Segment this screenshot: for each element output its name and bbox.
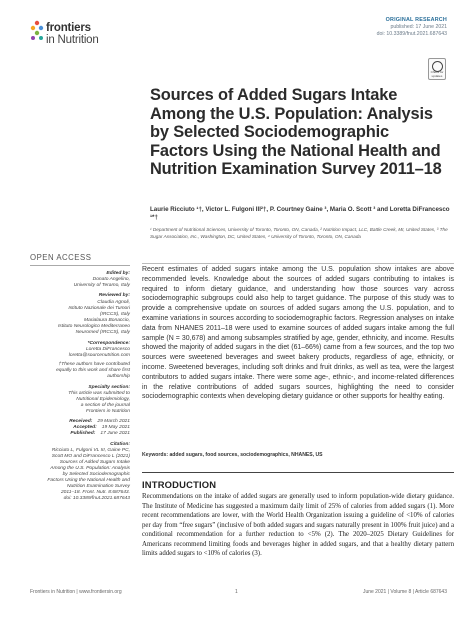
editor-line: Donato Angelino,: [92, 276, 130, 282]
date-value: 17 June 2021: [100, 430, 130, 436]
logo-line1: frontiers: [46, 22, 91, 34]
article-meta: [377, 17, 447, 38]
specialty-heading: Specialty section:: [88, 385, 130, 391]
citation-line: Sources of Added Sugars Intake: [59, 459, 130, 465]
citation-line: Factors Using the National Health and: [47, 478, 130, 484]
affiliations: ¹ Department of Nutritional Sciences, University of Toronto, Toronto, ON, Canada, ² Nutrition Impact, LLC, Battle Creek, MI, United States, ³ The Sugar Association, Inc., Washington, DC, United States, ⁴ University of Toronto, Toronto, ON, Canada: [150, 227, 448, 240]
specialty-line: This article was submitted to: [68, 391, 130, 397]
citation-line: 2011–18. Front. Nutr. 8:687643.: [60, 490, 130, 496]
keywords: Keywords: added sugars, food sources, sociodemographics, NHANES, US: [142, 452, 323, 458]
frontiers-logo-icon: [30, 20, 44, 42]
journal-logo: [30, 18, 130, 48]
abstract-divider-top: [142, 263, 454, 264]
published-date: published: 17 June 2021: [390, 24, 447, 30]
equal-contribution-note: †These authors have contributed: [58, 362, 130, 368]
equal-contribution-note: equally to this work and share first: [56, 368, 130, 374]
edited-by-heading: Edited by:: [106, 270, 130, 276]
reviewer-line: Marialaura Bonaccio,: [84, 317, 130, 323]
author-list: Laurie Ricciuto ¹†, Victor L. Fulgoni III²†, P. Courtney Gaine ³, Maria O. Scott ³ and Loretta DiFrancesco ¹*†: [150, 206, 450, 222]
reviewer-line: Neuromed (IRCCS), Italy: [75, 330, 130, 336]
citation-line: Scott MO and DiFrancesco L (2021): [51, 453, 130, 459]
page-number: 1: [235, 589, 238, 595]
date-row: [30, 431, 130, 437]
citation-line: Nutrition Examination Survey: [66, 484, 130, 490]
reviewer-line: (IRCCS), Italy: [99, 311, 130, 317]
introduction-heading: INTRODUCTION: [142, 479, 217, 490]
date-label: Accepted:: [73, 424, 97, 430]
citation-line: Among the U.S. Population: Analysis: [50, 465, 130, 471]
footer-volume: June 2021 | Volume 8 | Article 687643: [362, 589, 447, 595]
date-label: Received:: [69, 418, 93, 424]
date-value: 29 March 2021: [97, 418, 130, 424]
citation-heading: Citation:: [110, 441, 130, 447]
article-title: Sources of Added Sugars Intake Among the U.S. Population: Analysis by Selected Sociodemographic Factors Using the National Health and Nutrition Examination Survey 2011–18: [150, 86, 442, 179]
reviewer-line: Claudia Agnoli,: [97, 299, 130, 305]
check-updates-label: Check for updates: [430, 70, 444, 78]
article-doi[interactable]: doi: 10.3389/fnut.2021.687643: [376, 31, 447, 37]
specialty-line: Nutritional Epidemiology,: [76, 397, 130, 403]
citation-line: Ricciuto L, Fulgoni VL III, Gaine PC,: [51, 447, 130, 453]
citation-line: by Selected Sociodemographic: [62, 472, 130, 478]
abstract-text: Recent estimates of added sugars intake among the U.S. population show intakes are above recommended levels. Knowledge about the sources of added sugars contributing to intakes is required to inform dietary guidance, and understanding how those sources vary across sociodemographic subgroups could also help to target guidance. The purpose of this study was to provide a comprehensive update on sources of added sugars among the U.S. population, and to examine variations in sources according to sociodemographic factors. Regression analyses on intake data from NHANES 2011–18 were used to examine sources of added sugars intake among the full sample (N = 30,678) and among subsamples stratified by age, gender, ethnicity, and income. Results showed the majority of added sugars in the diet (61–66%) came from a few sources, and the top two sources were sweetened beverages and sweet bakery products, regardless of age, ethnicity, or income. Sweetened beverages, including soft drinks and fruit drinks, as well as tea, were the largest contributors to added sugars intake. There were some age-, ethnic-, and income-related differences in the relative contributions of added sugars sources, highlighting the need to consider sociodemographic contexts when developing dietary guidance or other supports for healthy eating.: [142, 266, 454, 401]
open-access-label: OPEN ACCESS: [30, 253, 92, 262]
abstract-divider-bottom: [142, 472, 454, 473]
reviewed-by-heading: Reviewed by:: [98, 293, 130, 299]
correspondence-line[interactable]: loretta@sourcenutrition.com: [68, 352, 130, 358]
reviewer-line: Istituto Neurologico Mediterraneo: [57, 323, 130, 329]
correspondence-heading: *Correspondence:: [87, 340, 130, 346]
date-label: Published:: [70, 430, 96, 436]
editor-line: University of Teramo, Italy: [73, 282, 130, 288]
date-value: 19 May 2021: [101, 424, 130, 430]
check-for-updates-badge[interactable]: [428, 58, 446, 80]
reviewer-line: Istituto Nazionale dei Tumori: [68, 305, 130, 311]
correspondence-line[interactable]: Loretta DiFrancesco: [85, 346, 130, 352]
article-info-sidebar: [30, 266, 130, 503]
article-type: ORIGINAL RESEARCH: [385, 17, 447, 23]
citation-line: doi: 10.3389/fnut.2021.687643: [63, 496, 130, 502]
equal-contribution-note: authorship: [107, 374, 130, 380]
specialty-line: Frontiers in Nutrition: [85, 409, 130, 415]
footer-journal[interactable]: Frontiers in Nutrition | www.frontiersin.org: [30, 589, 122, 595]
specialty-line: a section of the journal: [80, 403, 130, 409]
logo-line2: in Nutrition: [46, 34, 99, 46]
introduction-text: Recommendations on the intake of added sugars are generally used to inform population-wide dietary guidance. The Institute of Medicine has suggested a maximum daily limit of 25% of calories from added sugars (1). More recent recommendations are lower, with the World Health Organization issuing a guideline of <10% of calories per day from “free sugars” (inclusive of both added sugars and sugars naturally present in 100% fruit juice) and a conditional recommendation for a further reduction to <5% (2). The 2020–2025 Dietary Guidelines for Americans recommend limiting foods and beverages higher in added sugars, and that a healthy dietary pattern limits added sugars to <10% of calories (3).: [142, 493, 454, 557]
